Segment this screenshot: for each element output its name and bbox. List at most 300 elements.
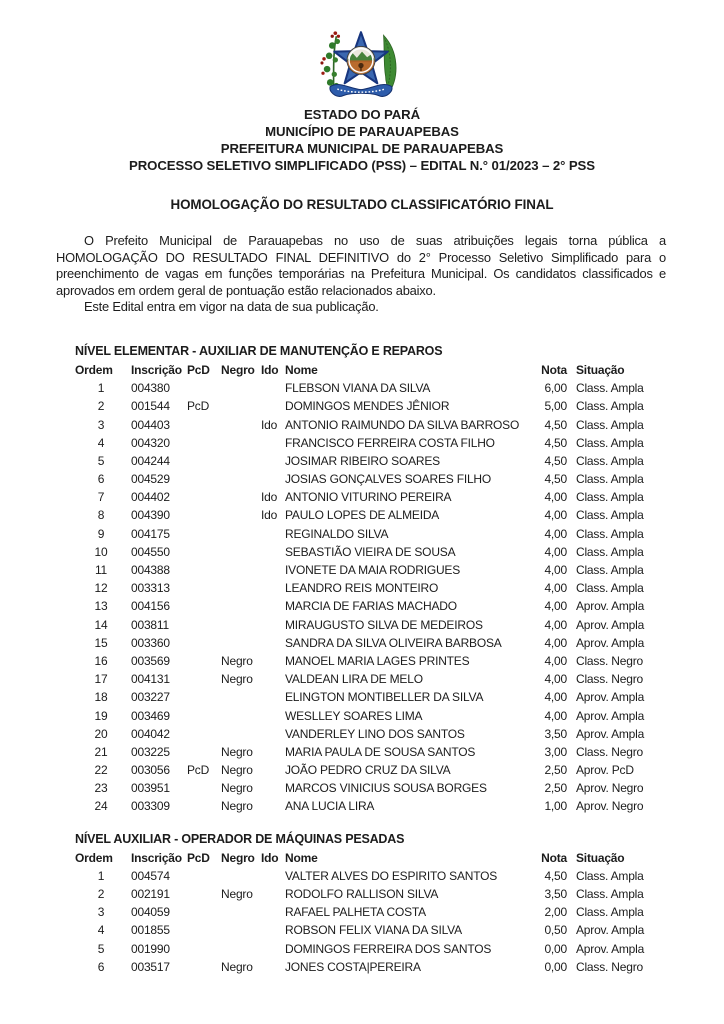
cell-situacao: Class. Negro bbox=[576, 653, 643, 668]
cell-situacao: Class. Ampla bbox=[576, 563, 644, 578]
cell-nome: IVONETE DA MAIA RODRIGUES bbox=[285, 563, 461, 578]
cell-ido bbox=[261, 921, 285, 939]
cell-pcd bbox=[187, 707, 221, 725]
table-row bbox=[75, 561, 666, 579]
table-title: NÍVEL AUXILIAR - OPERADOR DE MÁQUINAS PESADAS bbox=[75, 831, 405, 846]
cell-ordem: 5 bbox=[97, 941, 105, 956]
cell-nota: 0,50 bbox=[544, 923, 567, 938]
cell-situacao: Class. Ampla bbox=[576, 399, 644, 414]
cell-pcd bbox=[187, 725, 221, 743]
cell-pcd bbox=[187, 867, 221, 885]
cell-nome: JOSIAS GONÇALVES SOARES FILHO bbox=[285, 472, 492, 487]
cell-nota: 2,50 bbox=[544, 781, 567, 796]
cell-negro bbox=[221, 543, 261, 561]
cell-inscricao: 004403 bbox=[131, 417, 170, 432]
cell-nome: VANDERLEY LINO DOS SANTOS bbox=[285, 726, 465, 741]
cell-ido bbox=[261, 743, 285, 761]
cell-ido bbox=[261, 452, 285, 470]
cell-ido bbox=[261, 561, 285, 579]
cell-nome: DOMINGOS FERREIRA DOS SANTOS bbox=[285, 941, 492, 956]
cell-ido: Ido bbox=[261, 508, 278, 523]
cell-nome: SEBASTIÃO VIEIRA DE SOUSA bbox=[285, 544, 456, 559]
cell-nota: 6,00 bbox=[544, 381, 567, 396]
cell-ido bbox=[261, 761, 285, 779]
cell-ido bbox=[261, 885, 285, 903]
header-cell-nota: Nota bbox=[541, 362, 567, 377]
cell-ordem: 1 bbox=[97, 868, 105, 883]
table-row bbox=[75, 707, 666, 725]
cell-inscricao: 003811 bbox=[131, 617, 169, 632]
cell-nota: 5,00 bbox=[544, 399, 567, 414]
cell-negro bbox=[221, 525, 261, 543]
cell-ido bbox=[261, 725, 285, 743]
cell-negro bbox=[221, 921, 261, 939]
cell-situacao: Class. Ampla bbox=[576, 472, 644, 487]
cell-inscricao: 003313 bbox=[131, 581, 170, 596]
cell-ido bbox=[261, 616, 285, 634]
cell-inscricao: 002191 bbox=[131, 887, 170, 902]
right-fern bbox=[384, 35, 396, 91]
table-row bbox=[75, 670, 666, 688]
cell-negro: Negro bbox=[221, 653, 253, 668]
cell-ido: Ido bbox=[261, 417, 278, 432]
cell-nome: ELINGTON MONTIBELLER DA SILVA bbox=[285, 690, 484, 705]
cell-negro bbox=[221, 434, 261, 452]
table-row bbox=[75, 488, 666, 506]
body-text bbox=[56, 233, 666, 316]
cell-pcd bbox=[187, 903, 221, 921]
cell-pcd bbox=[187, 940, 221, 958]
header-cell-situacao: Situação bbox=[576, 362, 625, 377]
cell-nota: 4,00 bbox=[544, 563, 567, 578]
cell-inscricao: 004244 bbox=[131, 453, 170, 468]
cell-negro bbox=[221, 470, 261, 488]
cell-pcd: PcD bbox=[187, 399, 210, 414]
cell-situacao: Class. Ampla bbox=[576, 381, 644, 396]
cell-situacao: Class. Ampla bbox=[576, 490, 644, 505]
cell-ordem: 19 bbox=[94, 708, 108, 723]
cell-ordem: 11 bbox=[94, 563, 108, 578]
cell-inscricao: 004402 bbox=[131, 490, 170, 505]
cell-negro: Negro bbox=[221, 672, 253, 687]
table-row bbox=[75, 958, 666, 976]
cell-inscricao: 004042 bbox=[131, 726, 170, 741]
cell-nome: WESLLEY SOARES LIMA bbox=[285, 708, 423, 723]
cell-nota: 4,50 bbox=[544, 435, 567, 450]
cell-ordem: 23 bbox=[94, 781, 108, 796]
cell-pcd bbox=[187, 634, 221, 652]
header-cell-ordem: Ordem bbox=[75, 362, 113, 377]
result-table bbox=[75, 342, 666, 816]
cell-pcd bbox=[187, 652, 221, 670]
cell-situacao: Aprov. Ampla bbox=[576, 690, 645, 705]
cell-situacao: Aprov. Negro bbox=[576, 781, 644, 796]
cell-pcd bbox=[187, 597, 221, 615]
cell-ido bbox=[261, 579, 285, 597]
cell-situacao: Class. Ampla bbox=[576, 508, 644, 523]
letterhead-line-process: PROCESSO SELETIVO SIMPLIFICADO (PSS) – EDITAL N.° 01/2023 – 2° PSS bbox=[129, 158, 595, 173]
cell-ordem: 14 bbox=[94, 617, 108, 632]
header-cell-inscricao: Inscrição bbox=[131, 850, 182, 865]
cell-nota: 4,50 bbox=[544, 472, 567, 487]
cell-pcd bbox=[187, 616, 221, 634]
cell-negro bbox=[221, 488, 261, 506]
cell-inscricao: 004529 bbox=[131, 472, 170, 487]
cell-inscricao: 004320 bbox=[131, 435, 170, 450]
cell-nome: JONES COSTA|PEREIRA bbox=[285, 959, 421, 974]
table-row bbox=[75, 543, 666, 561]
cell-ordem: 15 bbox=[94, 635, 108, 650]
cell-inscricao: 004388 bbox=[131, 563, 170, 578]
cell-situacao: Aprov. PcD bbox=[576, 763, 634, 778]
cell-nome: LEANDRO REIS MONTEIRO bbox=[285, 581, 439, 596]
cell-situacao: Aprov. Ampla bbox=[576, 941, 645, 956]
cell-pcd bbox=[187, 525, 221, 543]
cell-nota: 4,00 bbox=[544, 599, 567, 614]
cell-nota: 0,00 bbox=[544, 941, 567, 956]
cell-nota: 4,50 bbox=[544, 453, 567, 468]
cell-ido bbox=[261, 797, 285, 815]
cell-pcd bbox=[187, 670, 221, 688]
cell-pcd bbox=[187, 470, 221, 488]
table-row bbox=[75, 616, 666, 634]
cell-negro bbox=[221, 416, 261, 434]
cell-negro bbox=[221, 452, 261, 470]
cell-negro bbox=[221, 903, 261, 921]
table-row bbox=[75, 397, 666, 415]
cell-ordem: 7 bbox=[97, 490, 105, 505]
cell-ido bbox=[261, 688, 285, 706]
letterhead-line-hall: PREFEITURA MUNICIPAL DE PARAUAPEBAS bbox=[220, 141, 504, 156]
cell-situacao: Class. Negro bbox=[576, 672, 643, 687]
cell-nota: 4,50 bbox=[544, 868, 567, 883]
cell-ordem: 18 bbox=[94, 690, 108, 705]
cell-pcd bbox=[187, 921, 221, 939]
cell-ordem: 12 bbox=[94, 581, 108, 596]
ribbon-banner bbox=[330, 85, 392, 97]
cell-situacao: Class. Ampla bbox=[576, 905, 644, 920]
table-row bbox=[75, 921, 666, 939]
letterhead-line-state: ESTADO DO PARÁ bbox=[303, 107, 421, 122]
cell-nota: 4,50 bbox=[544, 417, 567, 432]
cell-nota: 4,00 bbox=[544, 544, 567, 559]
header-cell-pcd: PcD bbox=[187, 362, 210, 377]
cell-negro bbox=[221, 867, 261, 885]
table-row bbox=[75, 597, 666, 615]
cell-nota: 1,00 bbox=[544, 799, 567, 814]
cell-pcd bbox=[187, 688, 221, 706]
cell-nome: FLEBSON VIANA DA SILVA bbox=[285, 381, 431, 396]
cell-ordem: 9 bbox=[97, 526, 105, 541]
cell-nome: JOÃO PEDRO CRUZ DA SILVA bbox=[285, 763, 451, 778]
cell-nota: 4,00 bbox=[544, 672, 567, 687]
result-table bbox=[75, 830, 666, 976]
cell-ido bbox=[261, 597, 285, 615]
cell-inscricao: 001544 bbox=[131, 399, 170, 414]
cell-negro bbox=[221, 707, 261, 725]
cell-pcd bbox=[187, 779, 221, 797]
cell-inscricao: 004156 bbox=[131, 599, 170, 614]
cell-inscricao: 003309 bbox=[131, 799, 170, 814]
cell-inscricao: 003569 bbox=[131, 653, 170, 668]
table-row bbox=[75, 725, 666, 743]
cell-ordem: 1 bbox=[97, 381, 105, 396]
cell-inscricao: 003517 bbox=[131, 959, 170, 974]
cell-ordem: 2 bbox=[97, 399, 105, 414]
cell-ordem: 17 bbox=[94, 672, 108, 687]
cell-nome: MARCIA DE FARIAS MACHADO bbox=[285, 599, 457, 614]
cell-ido bbox=[261, 779, 285, 797]
cell-ido bbox=[261, 379, 285, 397]
cell-nome: SANDRA DA SILVA OLIVEIRA BARBOSA bbox=[285, 635, 502, 650]
cell-nota: 4,00 bbox=[544, 526, 567, 541]
cell-ordem: 3 bbox=[97, 905, 105, 920]
cell-situacao: Aprov. Ampla bbox=[576, 617, 645, 632]
cell-nome: FRANCISCO FERREIRA COSTA FILHO bbox=[285, 435, 495, 450]
cell-nota: 3,50 bbox=[544, 726, 567, 741]
cell-pcd bbox=[187, 543, 221, 561]
header-cell-nota: Nota bbox=[541, 850, 567, 865]
table-row bbox=[75, 779, 666, 797]
cell-inscricao: 003056 bbox=[131, 763, 170, 778]
table-row bbox=[75, 761, 666, 779]
cell-pcd bbox=[187, 379, 221, 397]
header-cell-negro: Negro bbox=[221, 850, 255, 865]
cell-nome: DOMINGOS MENDES JÊNIOR bbox=[285, 399, 450, 414]
cell-nome: MARCOS VINICIUS SOUSA BORGES bbox=[285, 781, 487, 796]
cell-ido bbox=[261, 525, 285, 543]
cell-ordem: 2 bbox=[97, 887, 105, 902]
table-header-row bbox=[75, 361, 666, 379]
cell-negro bbox=[221, 688, 261, 706]
cell-nota: 4,00 bbox=[544, 635, 567, 650]
cell-situacao: Class. Negro bbox=[576, 744, 643, 759]
cell-nota: 2,00 bbox=[544, 905, 567, 920]
cell-nome: VALDEAN LIRA DE MELO bbox=[285, 672, 423, 687]
cell-nome: REGINALDO SILVA bbox=[285, 526, 389, 541]
cell-situacao: Class. Ampla bbox=[576, 453, 644, 468]
cell-inscricao: 003225 bbox=[131, 744, 170, 759]
cell-ido bbox=[261, 434, 285, 452]
cell-nome: ANTONIO VITURINO PEREIRA bbox=[285, 490, 452, 505]
cell-nome: RAFAEL PALHETA COSTA bbox=[285, 905, 426, 920]
cell-inscricao: 004131 bbox=[131, 672, 170, 687]
header-cell-ordem: Ordem bbox=[75, 850, 113, 865]
cell-negro bbox=[221, 597, 261, 615]
header-cell-nome: Nome bbox=[285, 362, 318, 377]
cell-ordem: 24 bbox=[94, 799, 108, 814]
cell-nome: RODOLFO RALLISON SILVA bbox=[285, 887, 439, 902]
cell-situacao: Class. Ampla bbox=[576, 887, 644, 902]
cell-negro bbox=[221, 379, 261, 397]
letterhead bbox=[0, 106, 724, 174]
table-header-row bbox=[75, 849, 666, 867]
cell-ido bbox=[261, 903, 285, 921]
table-row bbox=[75, 940, 666, 958]
cell-nota: 4,00 bbox=[544, 653, 567, 668]
coat-of-arms-icon bbox=[0, 0, 724, 104]
table-row bbox=[75, 379, 666, 397]
cell-situacao: Class. Ampla bbox=[576, 417, 644, 432]
cell-situacao: Aprov. Negro bbox=[576, 799, 644, 814]
header-cell-ido: Ido bbox=[261, 362, 279, 377]
cell-inscricao: 003360 bbox=[131, 635, 170, 650]
table-row bbox=[75, 652, 666, 670]
table-row bbox=[75, 867, 666, 885]
cell-situacao: Class. Ampla bbox=[576, 868, 644, 883]
cell-ordem: 5 bbox=[97, 453, 105, 468]
cell-ordem: 22 bbox=[94, 763, 108, 778]
cell-pcd bbox=[187, 434, 221, 452]
cell-nota: 4,00 bbox=[544, 508, 567, 523]
cell-pcd bbox=[187, 506, 221, 524]
table-row bbox=[75, 797, 666, 815]
table-row bbox=[75, 579, 666, 597]
cell-inscricao: 004175 bbox=[131, 526, 170, 541]
cell-negro: Negro bbox=[221, 887, 253, 902]
cell-pcd bbox=[187, 579, 221, 597]
cell-ido bbox=[261, 470, 285, 488]
header-cell-situacao: Situação bbox=[576, 850, 625, 865]
cell-ido bbox=[261, 543, 285, 561]
cell-ordem: 16 bbox=[94, 653, 108, 668]
cell-pcd bbox=[187, 561, 221, 579]
cell-inscricao: 004390 bbox=[131, 508, 170, 523]
cell-ido: Ido bbox=[261, 490, 278, 505]
cell-nota: 4,00 bbox=[544, 690, 567, 705]
cell-nome: JOSIMAR RIBEIRO SOARES bbox=[285, 453, 440, 468]
table-row bbox=[75, 903, 666, 921]
cell-inscricao: 003227 bbox=[131, 690, 170, 705]
cell-pcd bbox=[187, 743, 221, 761]
cell-negro bbox=[221, 561, 261, 579]
cell-negro: Negro bbox=[221, 763, 253, 778]
paragraph-validity: Este Edital entra em vigor na data de sua publicação. bbox=[84, 299, 379, 315]
cell-pcd bbox=[187, 797, 221, 815]
cell-nota: 0,00 bbox=[544, 959, 567, 974]
cell-nota: 4,00 bbox=[544, 617, 567, 632]
cell-nota: 4,00 bbox=[544, 581, 567, 596]
cell-nome: MANOEL MARIA LAGES PRINTES bbox=[285, 653, 470, 668]
cell-ido bbox=[261, 670, 285, 688]
paragraph-intro: O Prefeito Municipal de Parauapebas no uso de suas atribuições legais torna pública a HOMOLOGAÇÃO DO RESULTADO FINAL DEFINITIVO do 2° Processo Seletivo Simplificado para o preenchimento de vagas em funções temporárias na Prefeitura Municipal. Os candidatos classificados e aprovados em ordem geral de pontuação estão relacionados abaixo. bbox=[56, 233, 666, 298]
cell-nota: 4,00 bbox=[544, 708, 567, 723]
document-title: HOMOLOGAÇÃO DO RESULTADO CLASSIFICATÓRIO FINAL bbox=[170, 197, 554, 212]
cell-ordem: 21 bbox=[94, 744, 108, 759]
table-row bbox=[75, 634, 666, 652]
cell-ido bbox=[261, 634, 285, 652]
cell-nota: 3,50 bbox=[544, 887, 567, 902]
table-row bbox=[75, 470, 666, 488]
cell-pcd bbox=[187, 488, 221, 506]
cell-negro bbox=[221, 506, 261, 524]
cell-inscricao: 004059 bbox=[131, 905, 170, 920]
cell-situacao: Aprov. Ampla bbox=[576, 599, 645, 614]
cell-inscricao: 001990 bbox=[131, 941, 170, 956]
cell-nome: MARIA PAULA DE SOUSA SANTOS bbox=[285, 744, 476, 759]
cell-pcd: PcD bbox=[187, 763, 210, 778]
cell-ordem: 10 bbox=[94, 544, 108, 559]
cell-inscricao: 004550 bbox=[131, 544, 170, 559]
cell-nota: 4,00 bbox=[544, 490, 567, 505]
cell-inscricao: 001855 bbox=[131, 923, 170, 938]
cell-ordem: 20 bbox=[94, 726, 108, 741]
cell-situacao: Aprov. Ampla bbox=[576, 726, 645, 741]
cell-ido bbox=[261, 707, 285, 725]
cell-situacao: Class. Ampla bbox=[576, 526, 644, 541]
cell-nome: ANA LUCIA LIRA bbox=[285, 799, 375, 814]
cell-ido bbox=[261, 940, 285, 958]
cell-ordem: 4 bbox=[97, 435, 105, 450]
cell-inscricao: 003951 bbox=[131, 781, 170, 796]
cell-negro bbox=[221, 397, 261, 415]
table-row bbox=[75, 416, 666, 434]
cell-negro bbox=[221, 725, 261, 743]
cell-negro: Negro bbox=[221, 799, 253, 814]
cell-situacao: Aprov. Ampla bbox=[576, 708, 645, 723]
table-row bbox=[75, 525, 666, 543]
cell-ordem: 8 bbox=[97, 508, 105, 523]
cell-ido bbox=[261, 397, 285, 415]
cell-ordem: 4 bbox=[97, 923, 105, 938]
header-cell-nome: Nome bbox=[285, 850, 318, 865]
cell-inscricao: 004574 bbox=[131, 868, 170, 883]
cell-inscricao: 003469 bbox=[131, 708, 170, 723]
cell-nome: VALTER ALVES DO ESPIRITO SANTOS bbox=[285, 868, 498, 883]
cell-situacao: Aprov. Ampla bbox=[576, 635, 645, 650]
cell-negro: Negro bbox=[221, 781, 253, 796]
header-cell-pcd: PcD bbox=[187, 850, 210, 865]
cell-ordem: 3 bbox=[97, 417, 105, 432]
table-row bbox=[75, 743, 666, 761]
cell-inscricao: 004380 bbox=[131, 381, 170, 396]
table-row bbox=[75, 434, 666, 452]
cell-pcd bbox=[187, 958, 221, 976]
cell-situacao: Class. Ampla bbox=[576, 544, 644, 559]
cell-nome: ANTONIO RAIMUNDO DA SILVA BARROSO bbox=[285, 417, 520, 432]
cell-nota: 3,00 bbox=[544, 744, 567, 759]
header-cell-inscricao: Inscrição bbox=[131, 362, 182, 377]
letterhead-line-city: MUNICÍPIO DE PARAUAPEBAS bbox=[265, 124, 459, 139]
cell-negro bbox=[221, 579, 261, 597]
header-cell-ido: Ido bbox=[261, 850, 279, 865]
cell-ordem: 6 bbox=[97, 959, 105, 974]
table-title: NÍVEL ELEMENTAR - AUXILIAR DE MANUTENÇÃO E REPAROS bbox=[75, 343, 443, 358]
cell-situacao: Aprov. Ampla bbox=[576, 923, 645, 938]
cell-ordem: 6 bbox=[97, 472, 105, 487]
cell-nome: MIRAUGUSTO SILVA DE MEDEIROS bbox=[285, 617, 483, 632]
cell-ido bbox=[261, 867, 285, 885]
cell-situacao: Class. Ampla bbox=[576, 435, 644, 450]
table-row bbox=[75, 452, 666, 470]
coat-of-arms-svg bbox=[310, 26, 414, 104]
cell-nome: ROBSON FELIX VIANA DA SILVA bbox=[285, 923, 462, 938]
cell-pcd bbox=[187, 452, 221, 470]
cell-negro: Negro bbox=[221, 959, 253, 974]
cell-ido bbox=[261, 958, 285, 976]
table-row bbox=[75, 506, 666, 524]
cell-negro bbox=[221, 634, 261, 652]
header-cell-negro: Negro bbox=[221, 362, 255, 377]
table-row bbox=[75, 688, 666, 706]
cell-negro bbox=[221, 940, 261, 958]
cell-nota: 2,50 bbox=[544, 763, 567, 778]
cell-ordem: 13 bbox=[94, 599, 108, 614]
cell-ido bbox=[261, 652, 285, 670]
cell-pcd bbox=[187, 416, 221, 434]
result-tables bbox=[75, 342, 666, 976]
cell-situacao: Class. Negro bbox=[576, 959, 643, 974]
